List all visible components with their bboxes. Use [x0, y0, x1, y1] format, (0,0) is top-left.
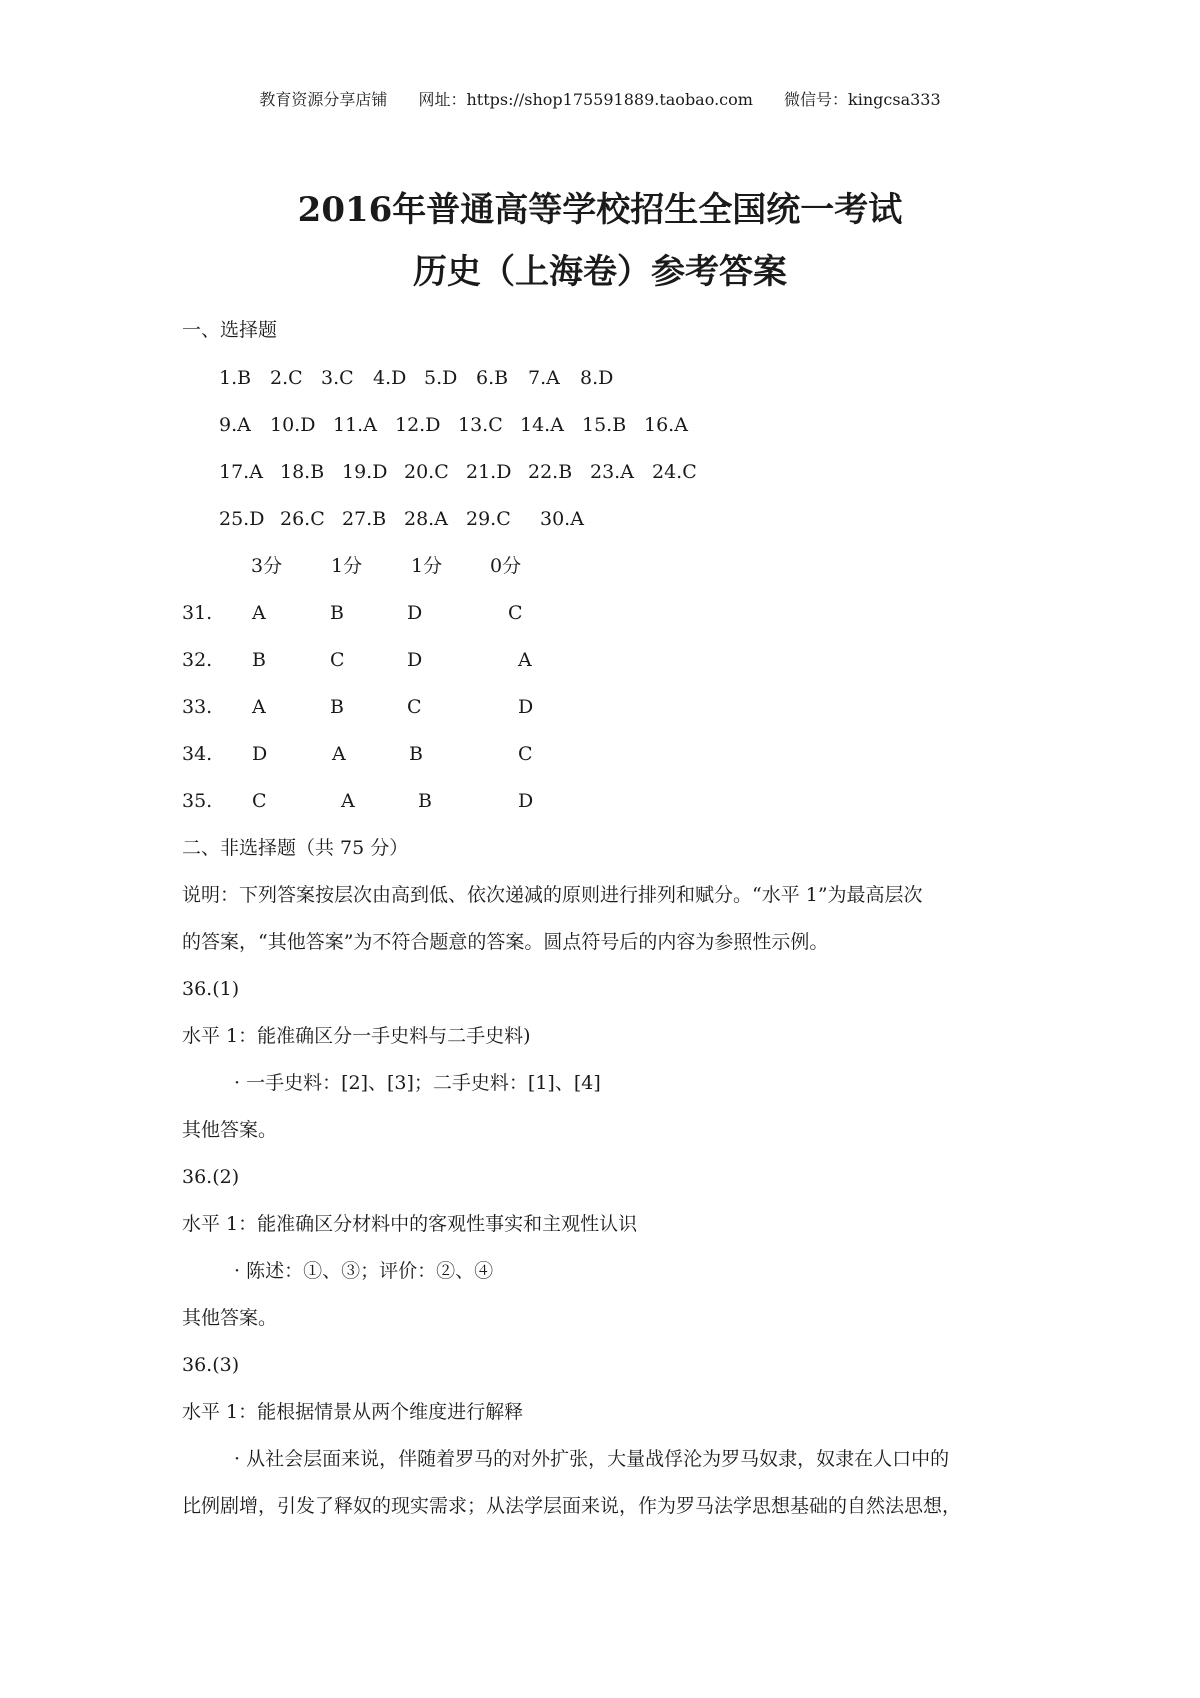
grid-answer: D [518, 790, 534, 812]
answer-item: 22.B [528, 461, 573, 483]
note-line-2: 的答案，“其他答案”为不符合题意的答案。圆点符号后的内容为参照性示例。 [182, 931, 829, 953]
level-text: 水平 1：能准确区分一手史料与二手史料) [182, 1025, 531, 1047]
answer-item: 19.D [342, 461, 388, 483]
grid-answer: B [418, 790, 432, 812]
score-label: 3分 [251, 555, 283, 577]
other-answer: 其他答案。 [182, 1307, 278, 1329]
score-label: 1分 [331, 555, 363, 577]
question-label: 36.(2) [182, 1166, 240, 1188]
grid-answer: A [332, 743, 346, 765]
example-text: · 一手史料：[2]、[3]；二手史料：[1]、[4] [234, 1072, 601, 1094]
answer-item: 10.D [270, 414, 316, 436]
answer-item: 4.D [373, 367, 407, 389]
grid-answer: A [518, 649, 532, 671]
answer-item: 1.B [219, 367, 252, 389]
grid-answer: B [252, 649, 266, 671]
answer-item: 25.D [219, 508, 265, 530]
answer-item: 6.B [476, 367, 509, 389]
question-number: 31. [182, 602, 213, 624]
grid-answer: C [252, 790, 267, 812]
example-text-continued: 比例剧增，引发了释奴的现实需求；从法学层面来说，作为罗马法学思想基础的自然法思想， [182, 1495, 962, 1517]
section-2-heading: 二、非选择题（共 75 分） [182, 837, 409, 859]
section-1-heading: 一、选择题 [182, 319, 278, 341]
answer-item: 7.A [528, 367, 560, 389]
grid-answer: D [407, 602, 423, 624]
answer-item: 13.C [458, 414, 503, 436]
grid-answer: A [252, 696, 266, 718]
grid-answer: C [330, 649, 345, 671]
answer-item: 26.C [280, 508, 325, 530]
grid-answer: D [518, 696, 534, 718]
grid-answer: A [341, 790, 355, 812]
question-label: 36.(1) [182, 978, 240, 1000]
answer-item: 27.B [342, 508, 387, 530]
answer-item: 11.A [333, 414, 377, 436]
answer-item: 17.A [219, 461, 263, 483]
page-header [0, 88, 1200, 112]
question-number: 33. [182, 696, 213, 718]
answer-item: 21.D [466, 461, 512, 483]
grid-answer: C [518, 743, 533, 765]
grid-answer: D [407, 649, 423, 671]
question-label: 36.(3) [182, 1354, 240, 1376]
answer-item: 15.B [582, 414, 627, 436]
example-text: · 陈述：①、③；评价：②、④ [234, 1260, 494, 1282]
answer-item: 24.C [652, 461, 697, 483]
answer-item: 28.A [404, 508, 448, 530]
score-label: 0分 [490, 555, 522, 577]
answer-item: 5.D [424, 367, 458, 389]
website-text: 网址：https://shop175591889.taobao.com [418, 90, 753, 109]
score-label: 1分 [411, 555, 443, 577]
note-line-1: 说明：下列答案按层次由高到低、依次递减的原则进行排列和赋分。“水平 1”为最高层次 [182, 884, 923, 906]
level-text: 水平 1：能准确区分材料中的客观性事实和主观性认识 [182, 1213, 638, 1235]
question-number: 34. [182, 743, 213, 765]
shop-name: 教育资源分享店铺 [259, 90, 388, 109]
question-number: 35. [182, 790, 213, 812]
answer-item: 9.A [219, 414, 251, 436]
other-answer: 其他答案。 [182, 1119, 278, 1141]
question-number: 32. [182, 649, 213, 671]
wechat-text: 微信号：kingcsa333 [784, 90, 941, 109]
answer-item: 23.A [590, 461, 634, 483]
answer-item: 16.A [644, 414, 688, 436]
grid-answer: C [508, 602, 523, 624]
answer-item: 8.D [580, 367, 614, 389]
grid-answer: A [252, 602, 266, 624]
answer-item: 30.A [540, 508, 584, 530]
grid-answer: C [407, 696, 422, 718]
grid-answer: D [252, 743, 268, 765]
answer-item: 3.C [321, 367, 354, 389]
level-text: 水平 1：能根据情景从两个维度进行解释 [182, 1401, 524, 1423]
document-title: 2016年普通高等学校招生全国统一考试 [297, 190, 903, 230]
answer-item: 20.C [404, 461, 449, 483]
answer-item: 14.A [520, 414, 564, 436]
grid-answer: B [330, 602, 344, 624]
grid-answer: B [330, 696, 344, 718]
answer-item: 29.C [466, 508, 511, 530]
example-text: · 从社会层面来说，伴随着罗马的对外扩张，大量战俘沦为罗马奴隶，奴隶在人口中的 [234, 1448, 950, 1470]
answer-item: 18.B [280, 461, 325, 483]
answer-item: 2.C [270, 367, 303, 389]
grid-answer: B [409, 743, 423, 765]
document-subtitle: 历史（上海卷）参考答案 [413, 252, 787, 292]
answer-item: 12.D [395, 414, 441, 436]
